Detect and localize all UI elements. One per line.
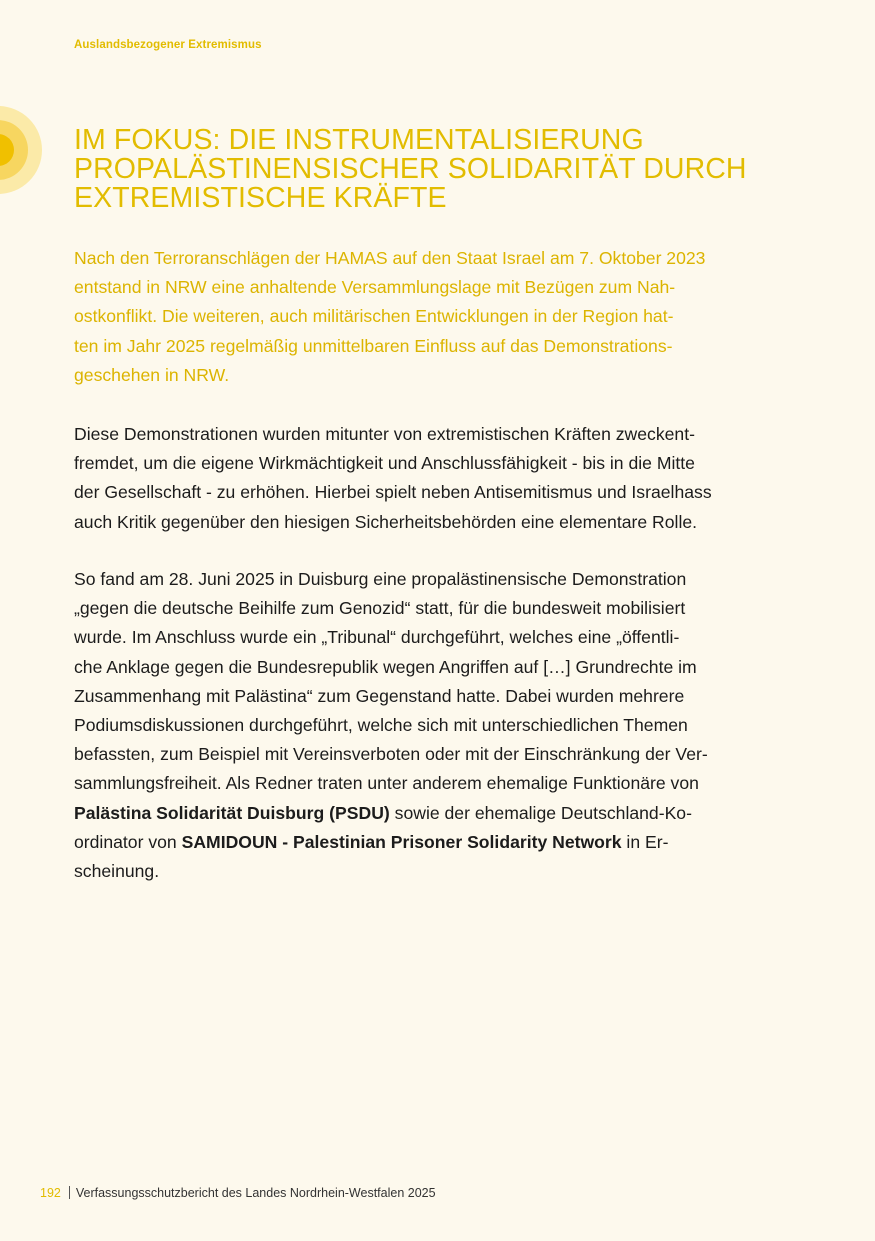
body-line: „gegen die deutsche Beihilfe zum Genozid“ statt, für die bundesweit mobilisiert	[74, 598, 686, 619]
body-text: in Er-	[621, 831, 669, 852]
body-line: wurde. Im Anschluss wurde ein „Tribunal“ durchgeführt, welches eine „öffentli-	[74, 627, 680, 648]
page-title	[74, 126, 794, 213]
lead-paragraph	[74, 244, 784, 390]
body-line: Zusammenhang mit Palästina“ zum Gegenstand hatte. Dabei wurden mehrere	[74, 685, 685, 706]
body-line: Podiumsdiskussionen durchgeführt, welche sich mit unterschiedlichen Themen	[74, 715, 688, 736]
lead-line: ten im Jahr 2025 regelmäßig unmittelbaren Einfluss auf das Demonstrations-	[74, 335, 673, 356]
body-paragraph-2	[74, 565, 794, 886]
body-text: sowie der ehemalige Deutschland-Ko-	[389, 802, 692, 823]
lead-line: ostkonflikt. Die weiteren, auch militärischen Entwicklungen in der Region hat-	[74, 306, 674, 327]
publication-title: Verfassungsschutzbericht des Landes Nordrhein-Westfalen 2025	[75, 1186, 436, 1200]
organization-name-samidoun: SAMIDOUN - Palestinian Prisoner Solidarity Network	[181, 831, 622, 852]
title-line: EXTREMISTISCHE KRÄFTE	[74, 182, 447, 214]
body-line: der Gesellschaft - zu erhöhen. Hierbei spielt neben Antisemitismus und Israelhass	[74, 482, 712, 503]
organization-name-psdu: Palästina Solidarität Duisburg (PSDU)	[74, 802, 390, 823]
body-line: scheinung.	[74, 861, 160, 882]
body-line: fremdet, um die eigene Wirkmächtigkeit und Anschlussfähigkeit - bis in die Mitte	[74, 453, 695, 474]
footer-divider	[69, 1186, 70, 1199]
body-line: auch Kritik gegenüber den hiesigen Sicherheitsbehörden eine elementare Rolle.	[74, 511, 698, 532]
body-line: sammlungsfreiheit. Als Redner traten unter anderem ehemalige Funktionäre von	[74, 773, 699, 794]
running-header: Auslandsbezogener Extremismus	[74, 39, 262, 51]
body-text: ordinator von	[74, 831, 182, 852]
lead-line: entstand in NRW eine anhaltende Versammlungslage mit Bezügen zum Nah-	[74, 277, 676, 298]
page-number: 192	[40, 1186, 61, 1200]
lead-line: geschehen in NRW.	[74, 364, 230, 385]
body-line: Diese Demonstrationen wurden mitunter von extremistischen Kräften zweckent-	[74, 424, 695, 444]
body-line: So fand am 28. Juni 2025 in Duisburg eine propalästinensische Demonstration	[74, 569, 687, 589]
sun-decoration-icon	[0, 106, 42, 194]
title-line: IM FOKUS: DIE INSTRUMENTALISIERUNG	[74, 124, 644, 156]
body-line: che Anklage gegen die Bundesrepublik wegen Angriffen auf […] Grundrechte im	[74, 656, 697, 677]
body-paragraph-1	[74, 420, 794, 537]
page-footer	[40, 1186, 436, 1200]
body-line: befassten, zum Beispiel mit Vereinsverboten oder mit der Einschränkung der Ver-	[74, 744, 708, 765]
lead-line: Nach den Terroranschlägen der HAMAS auf den Staat Israel am 7. Oktober 2023	[74, 248, 706, 268]
title-line: PROPALÄSTINENSISCHER SOLIDARITÄT DURCH	[74, 153, 747, 185]
